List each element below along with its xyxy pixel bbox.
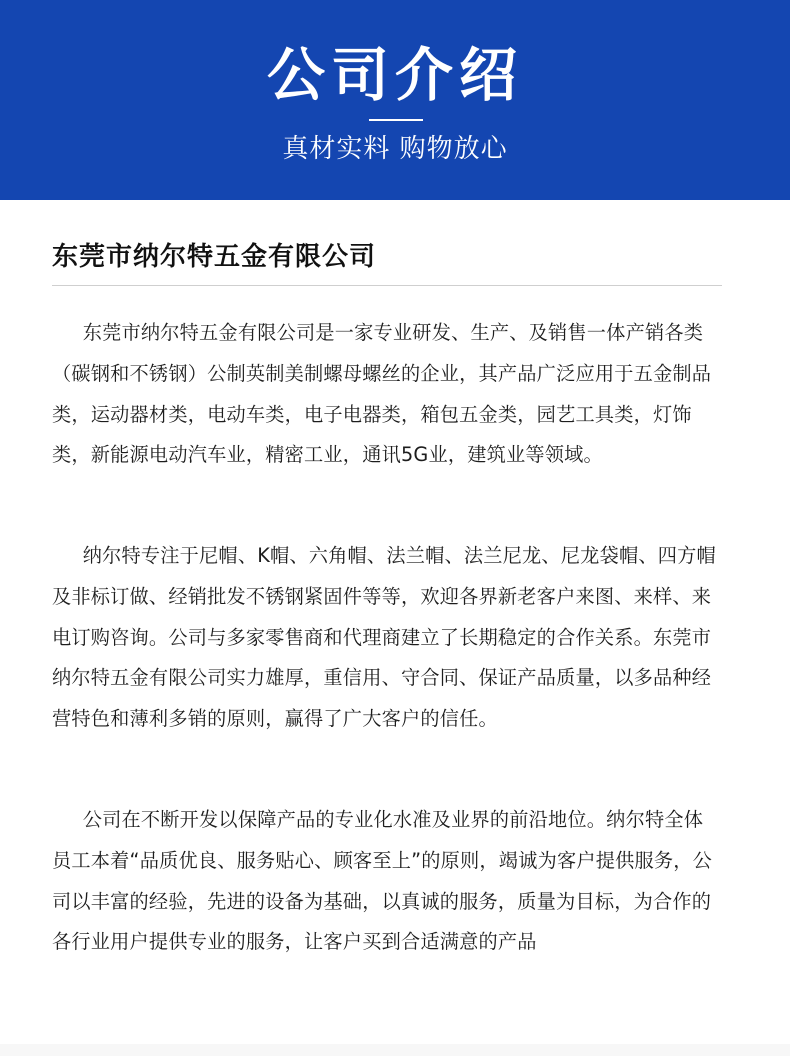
- page-subtitle: 真材实料 购物放心: [282, 134, 508, 164]
- company-name-heading: 东莞市纳尔特五金有限公司: [52, 242, 377, 272]
- page-bottom-strip: [0, 1044, 790, 1056]
- page-header-banner: [0, 0, 790, 200]
- heading-divider: [52, 285, 722, 286]
- page-title: 公司介绍: [266, 41, 523, 109]
- company-values-paragraph: 公司在不断开发以保障产品的专业化水准及业界的前沿地位。纳尔特全体员工本着“品质优良、服务贴心、顾客至上”的原则，竭诚为客户提供服务，公司以丰富的经验，先进的设备为基础，以真诚的服务，质量为目标，为合作的各行业用户提供专业的服务，让客户买到合适满意的产品: [52, 808, 713, 954]
- product-and-service-paragraph: 纳尔特专注于尼帽、K帽、六角帽、法兰帽、法兰尼龙、尼龙袋帽、四方帽及非标订做、经销批发不锈钢紧固件等等，欢迎各界新老客户来图、来样、来电订购咨询。公司与多家零售商和代理商建立了长期稳定的合作关系。东莞市纳尔特五金有限公司实力雄厚，重信用、守合同、保证产品质量，以多品种经营特色和薄利多销的原则，赢得了广大客户的信任。: [52, 544, 716, 731]
- header-divider: [369, 119, 423, 121]
- company-description-paragraph: 东莞市纳尔特五金有限公司是一家专业研发、生产、及销售一体产销各类（碳钢和不锈钢）公制英制美制螺母螺丝的企业，其产品广泛应用于五金制品类，运动器材类，电动车类，电子电器类，箱包五金类，园艺工具类，灯饰类，新能源电动汽车业，精密工业，通讯5G业，建筑业等领域。: [52, 321, 712, 467]
